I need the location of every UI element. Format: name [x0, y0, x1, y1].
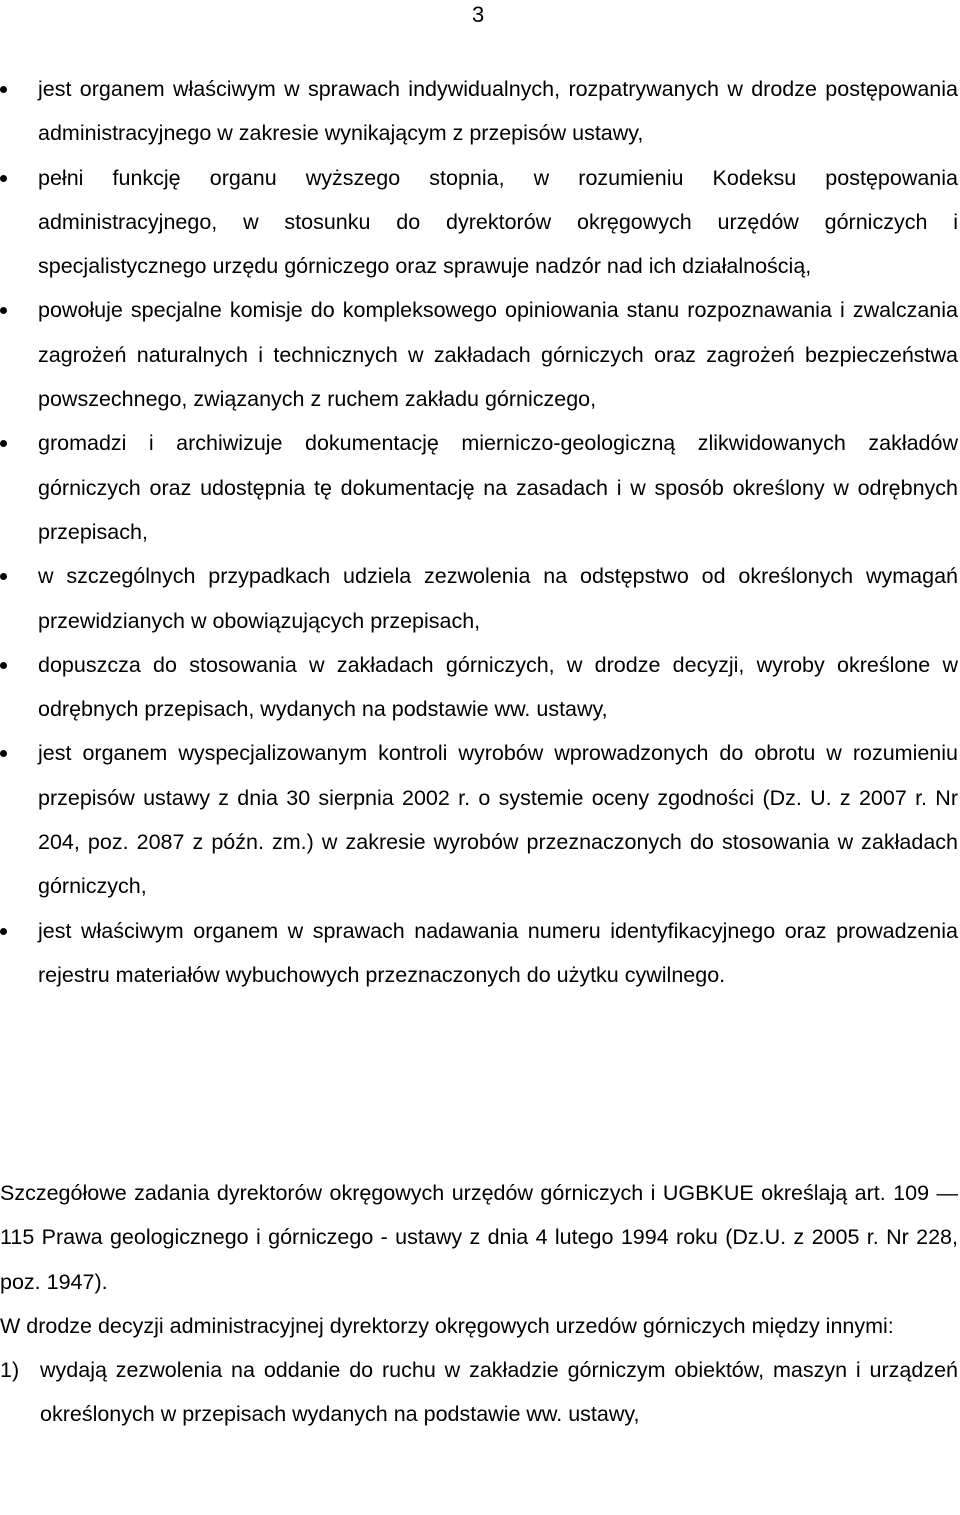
bullet-icon — [0, 440, 7, 447]
paragraph-detailed-tasks: Szczegółowe zadania dyrektorów okręgowych urzędów górniczych i UGBKUE określają art. 109 — 115 Prawa geologicznego i górniczego - ustawy z dnia 4 lutego 1994 roku (Dz.U. z 2005 r. Nr 228, poz. 1947). — [0, 1181, 958, 1294]
bullet-icon — [0, 750, 7, 757]
paragraph-decisions-intro: W drodze decyzji administracyjnej dyrektorzy okręgowych urzedów górniczych między innymi: — [0, 1313, 894, 1338]
bullet-text: jest właściwym organem w sprawach nadawania numeru identyfikacyjnego oraz prowadzenia rejestru materiałów wybuchowych przeznaczonych do użytku cywilnego. — [38, 918, 958, 987]
bullet-text: dopuszcza do stosowania w zakładach górniczych, w drodze decyzji, wyroby określone w odrębnych przepisach, wydanych na podstawie ww. ustawy, — [38, 652, 958, 722]
item-number: 1) — [0, 1358, 20, 1383]
bullet-icon — [0, 662, 7, 669]
bullet-item — [0, 643, 958, 732]
body-text — [0, 1171, 958, 1437]
bullet-text: gromadzi i archiwizuje dokumentację mierniczo-geologiczną zlikwidowanych zakładów górniczych oraz udostępnia tę dokumentację na zasadach i w sposób określony w odrębnych przepisach, — [38, 431, 958, 544]
bullet-item — [0, 554, 958, 643]
bullet-text: w szczególnych przypadkach udziela zezwolenia na odstępstwo od określonych wymagań przewidzianych w obowiązujących przepisach, — [38, 564, 958, 633]
numbered-item — [0, 1348, 958, 1437]
bullet-icon — [0, 573, 7, 580]
bullet-text: jest organem właściwym w sprawach indywidualnych, rozpatrywanych w drodze postępowania administracyjnego w zakresie wynikającym z przepisów ustawy, — [38, 77, 958, 146]
bullet-item — [0, 909, 958, 998]
bullet-item — [0, 288, 958, 421]
bullet-list — [0, 67, 958, 997]
bullet-icon — [0, 86, 7, 93]
bullet-text: powołuje specjalne komisje do kompleksowego opiniowania stanu rozpoznawania i zwalczania zagrożeń naturalnych i technicznych w zakładach górniczych oraz zagrożeń bezpieczeństwa powszechnego, związanych z ruchem zakładu górniczego, — [38, 298, 958, 412]
bullet-item — [0, 731, 958, 908]
bullet-icon — [0, 175, 7, 182]
item-text: wydają zezwolenia na oddanie do ruchu w zakładzie górniczym obiektów, maszyn i urządzeń określonych w przepisach wydanych na podstawie ww. ustawy, — [40, 1358, 958, 1427]
bullet-icon — [0, 307, 7, 314]
bullet-item — [0, 67, 958, 156]
bullet-text: pełni funkcję organu wyższego stopnia, w rozumieniu Kodeksu postępowania administracyjnego, w stosunku do dyrektorów okręgowych urzędów górniczych i specjalistycznego urzędu górniczego oraz sprawuje nadzór nad ich działalnością, — [38, 165, 958, 279]
bullet-item — [0, 156, 958, 289]
bullet-icon — [0, 928, 7, 935]
bullet-item — [0, 421, 958, 554]
bullet-text: jest organem wyspecjalizowanym kontroli wyrobów wprowadzonych do obrotu w rozumieniu przepisów ustawy z dnia 30 sierpnia 2002 r. o systemie oceny zgodności (Dz. U. z 2007 r. Nr 204, poz. 2087 z późn. zm.) w zakresie wyrobów przeznaczonych do stosowania w zakładach górniczych, — [38, 741, 958, 899]
page-number: 3 — [472, 2, 485, 27]
